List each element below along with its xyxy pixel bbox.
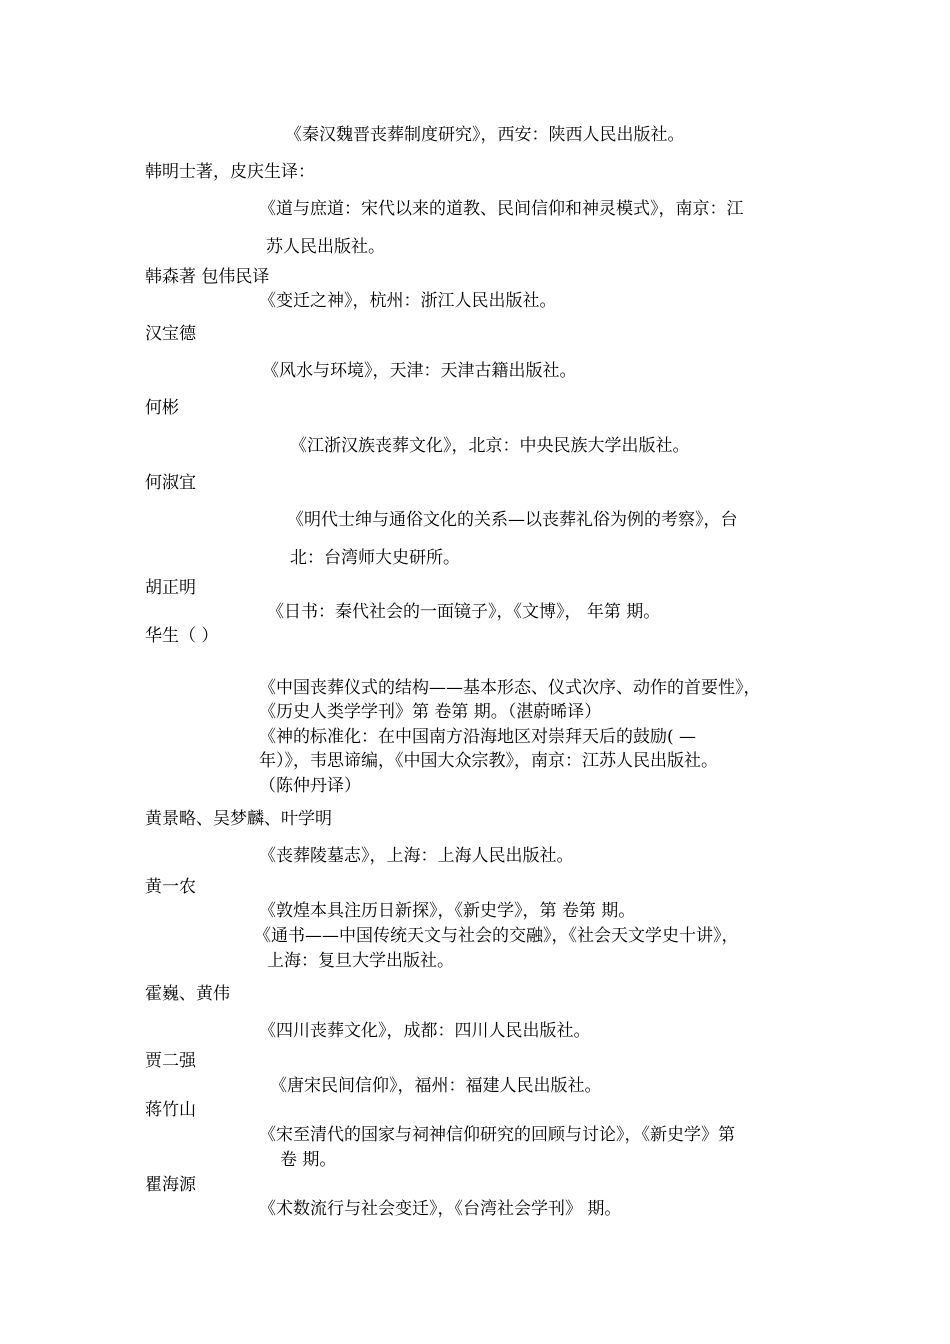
entry-line: 《丧葬陵墓志》，上海：上海人民出版社。: [259, 846, 574, 866]
entry-line: 《通书——中国传统天文与社会的交融》，《社会天文学史十讲》，: [254, 926, 739, 946]
author-line: 汉宝德: [145, 324, 196, 344]
author-line: 韩森著 包伟民译: [145, 267, 270, 287]
entry-line: 《秦汉魏晋丧葬制度研究》，西安：陕西人民出版社。: [285, 125, 685, 145]
entry-line: 《唐宋民间信仰》，福州：福建人民出版社。: [270, 1076, 602, 1096]
entry-line: （陈仲丹译）: [259, 776, 361, 796]
author-line: 何彬: [145, 398, 179, 418]
entry-line: 《明代士绅与通俗文化的关系—以丧葬礼俗为例的考察》，台: [287, 510, 738, 530]
entry-line: 苏人民出版社。: [266, 237, 385, 257]
entry-line: 年）》，韦思谛编，《中国大众宗教》，南京：江苏人民出版社。: [259, 751, 718, 771]
author-line: 韩明士著，皮庆生译：: [145, 162, 315, 182]
author-line: 何淑宜: [145, 473, 196, 493]
entry-line: 《神的标准化：在中国南方沿海地区对崇拜天后的鼓励( —: [259, 727, 697, 747]
entry-line: 北：台湾师大史研所。: [290, 548, 460, 568]
entry-line: 《历史人类学学刊》第 卷第 期。（湛蔚晞译）: [259, 702, 602, 722]
entry-line: 《中国丧葬仪式的结构——基本形态、仪式次序、动作的首要性》，: [259, 678, 761, 698]
entry-line: 《术数流行与社会变迁》，《台湾社会学刊》 期。: [259, 1199, 622, 1219]
entry-line: 《风水与环境》，天津：天津古籍出版社。: [262, 361, 577, 381]
entry-line: 卷 期。: [280, 1150, 337, 1170]
entry-line: 《敦煌本具注历日新探》，《新史学》，第 卷第 期。: [259, 901, 636, 921]
author-line: 华生（ ）: [145, 626, 219, 646]
entry-line: 上海：复旦大学出版社。: [267, 951, 454, 971]
author-line: 黄一农: [145, 877, 196, 897]
author-line: 霍巍、黄伟: [145, 984, 230, 1004]
author-line: 瞿海源: [145, 1175, 196, 1195]
author-line: 贾二强: [145, 1051, 196, 1071]
entry-line: 《宋至清代的国家与祠神信仰研究的回顾与讨论》，《新史学》第: [259, 1125, 735, 1145]
entry-line: 《江浙汉族丧葬文化》，北京：中央民族大学出版社。: [290, 436, 690, 456]
entry-line: 《四川丧葬文化》，成都：四川人民出版社。: [259, 1021, 591, 1041]
entry-line: 《道与庶道：宋代以来的道教、民间信仰和神灵模式》，南京：江: [259, 199, 744, 219]
entry-line: 《日书：秦代社会的一面镜子》，《文博》， 年第 期。: [267, 602, 661, 622]
author-line: 黄景略、吴梦麟、叶学明: [145, 809, 332, 829]
entry-line: 《变迁之神》，杭州：浙江人民出版社。: [259, 291, 557, 311]
author-line: 蒋竹山: [145, 1100, 196, 1120]
author-line: 胡正明: [145, 578, 196, 598]
